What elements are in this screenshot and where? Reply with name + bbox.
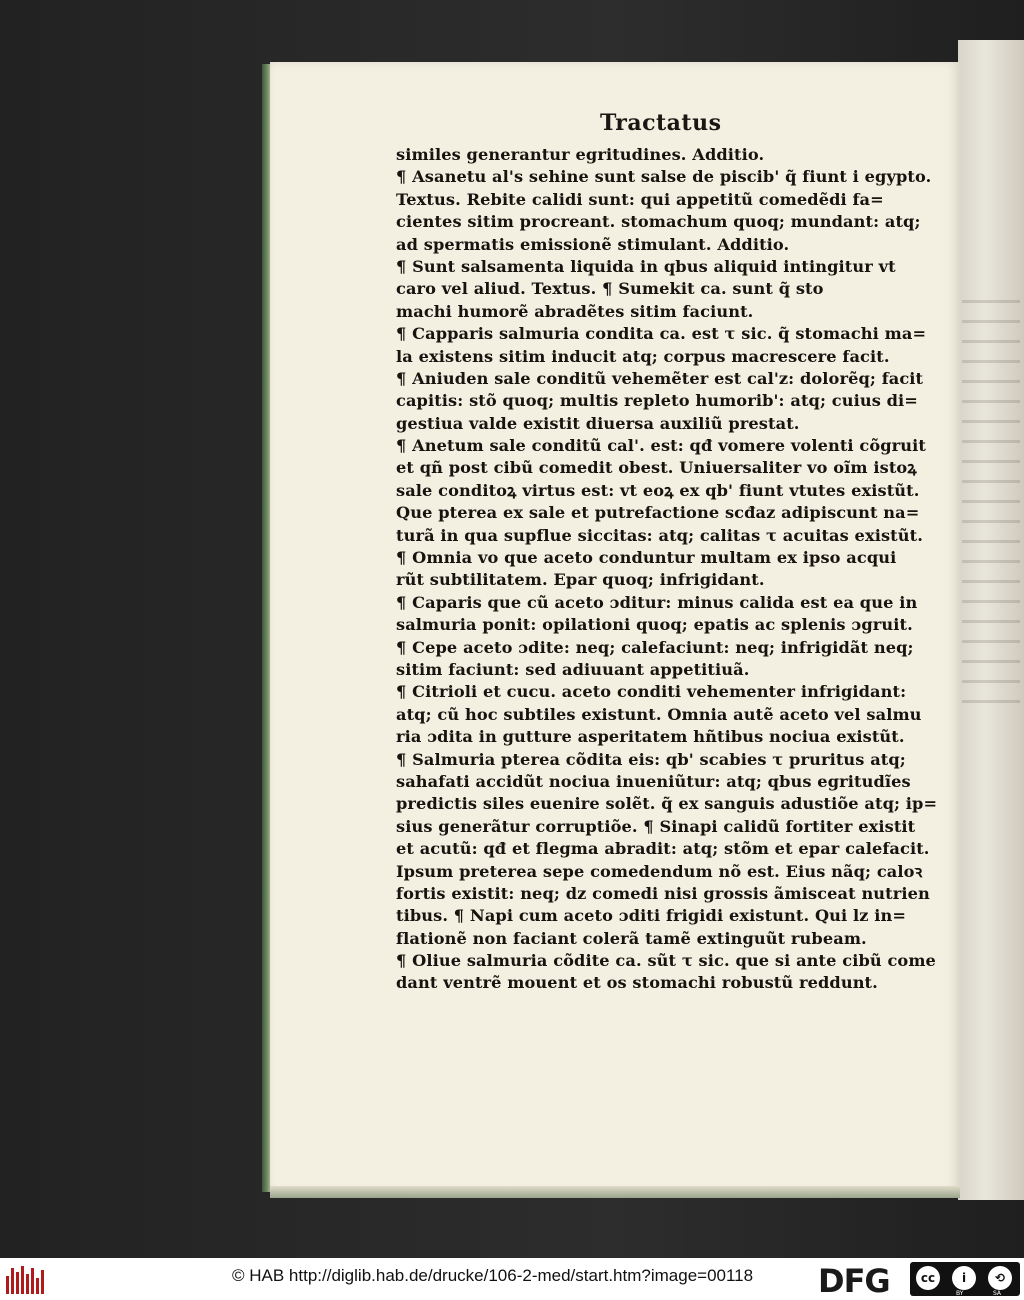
text-line: tibus. ¶ Napi cum aceto ɔditi frigidi existunt. Qui lz in= [396, 906, 907, 926]
cc-license-badge[interactable] [910, 1262, 1020, 1296]
text-line: ¶ Salmuria pterea cõdita eis: qb' scabies τ pruritus atq; [396, 749, 906, 769]
page-bottom-edge [270, 1186, 960, 1198]
copyright-link[interactable]: © HAB http://diglib.hab.de/drucke/106-2-med/start.htm?image=00118 [232, 1266, 754, 1285]
cc-by-label: BY [956, 1290, 964, 1297]
text-line: ad spermatis emissionẽ stimulant. Additio. [396, 234, 790, 254]
text-line: ¶ Anetum sale conditũ cal'. est: qđ vomere volenti cõgruit [396, 436, 926, 456]
text-line: ria ɔdita in gutture asperitatem hñtibus nociua existũt. [396, 727, 905, 747]
text-line: capitis: stõ quoq; multis repleto humorib': atq; cuius di= [396, 391, 918, 411]
text-line: machi humorẽ abradẽtes sitim faciunt. [396, 301, 754, 321]
text-line: et acutũ: qđ et flegma abradit: atq; stõm et epar calefacit. [396, 839, 930, 859]
facing-page-show-through [962, 300, 1020, 720]
text-line: Ipsum preterea sepe comedendum nõ est. Eius nãq; caloꝛ [396, 861, 923, 881]
text-line: sitim faciunt: sed adiuuant appetitiuã. [396, 659, 750, 679]
body-text [396, 144, 944, 995]
text-line: flationẽ non faciant colerã tamẽ extinguũt rubeam. [396, 928, 867, 948]
share-alike-icon: ⟲ [988, 1266, 1012, 1290]
running-head: Tractatus [600, 110, 722, 136]
text-line: dant ventrẽ mouent et os stomachi robustũ reddunt. [396, 973, 878, 993]
text-line: ¶ Sunt salsamenta liquida in qbus aliquid intingitur vt [396, 256, 896, 276]
text-line: sahafati accidũt nociua inueniũtur: atq; qbus egritudĩes [396, 771, 911, 791]
text-line: similes generantur egritudines. Additio. [396, 145, 765, 164]
text-line: Textus. Rebite calidi sunt: qui appetitũ comedẽdi fa= [396, 189, 884, 209]
text-line: rũt subtilitatem. Epar quoq; infrigidant. [396, 570, 765, 590]
text-line: salmuria ponit: opilationi quoq; epatis ac splenis ɔgruit. [396, 615, 913, 635]
text-line: turã in qua supflue siccitas: atq; calitas τ acuitas existũt. [396, 525, 923, 545]
text-line: cientes sitim procreant. stomachum quoq; mundant: atq; [396, 212, 921, 232]
text-line: ¶ Omnia vo que aceto conduntur multam ex ipso acqui [396, 548, 897, 568]
attribution-icon: i [952, 1266, 976, 1290]
text-line: ¶ Cepe aceto ɔdite: neq; calefaciunt: neq; infrigidãt neq; [396, 637, 914, 657]
text-line: Que pterea ex sale et putrefactione scđaz adipiscunt na= [396, 503, 920, 523]
dfg-logo[interactable]: DFG [818, 1262, 890, 1300]
text-line: ¶ Capparis salmuria condita ca. est τ sic. q̃ stomachi ma= [396, 324, 927, 344]
text-line: caro vel aliud. Textus. ¶ Sumekit ca. sunt q̃ sto [396, 279, 824, 299]
text-line: sius generãtur corruptiõe. ¶ Sinapi calidũ fortiter existit [396, 816, 916, 836]
text-line: predictis siles euenire solẽt. q̃ ex sanguis adustiõe atq; ip= [396, 794, 938, 814]
text-line: ¶ Aniuden sale conditũ vehemẽter est cal'z: dolorẽq; facit [396, 368, 924, 388]
text-line: gestiua valde existit diuersa auxiliũ prestat. [396, 413, 800, 433]
text-line: ¶ Asanetu al's sehine sunt salse de piscib' q̃ fiunt i egypto. [396, 167, 932, 187]
text-line: sale conditoꝝ virtus est: vt eoꝝ ex qb' fiunt vtutes existũt. [396, 480, 920, 500]
text-line: ¶ Caparis que cũ aceto ɔditur: minus calida est ea que in [396, 592, 918, 612]
text-line: et qñ post cibũ comedit obest. Uniuersaliter vo oĩm istoꝝ [396, 458, 917, 478]
text-line: ¶ Oliue salmuria cõdite ca. sũt τ sic. que si ante cibũ come [396, 951, 936, 971]
cc-icon: cc [916, 1266, 940, 1290]
hab-logo-icon[interactable] [6, 1264, 46, 1294]
text-line: la existens sitim inducit atq; corpus macrescere facit. [396, 346, 890, 366]
text-line: atq; cũ hoc subtiles existunt. Omnia autẽ aceto vel salmu [396, 704, 922, 724]
cc-sa-label: SA [993, 1290, 1002, 1297]
text-line: ¶ Citrioli et cucu. aceto conditi vehementer infrigidant: [396, 682, 907, 702]
text-line: fortis existit: neq; dz comedi nisi grossis ãmisceat nutrien [396, 883, 930, 903]
